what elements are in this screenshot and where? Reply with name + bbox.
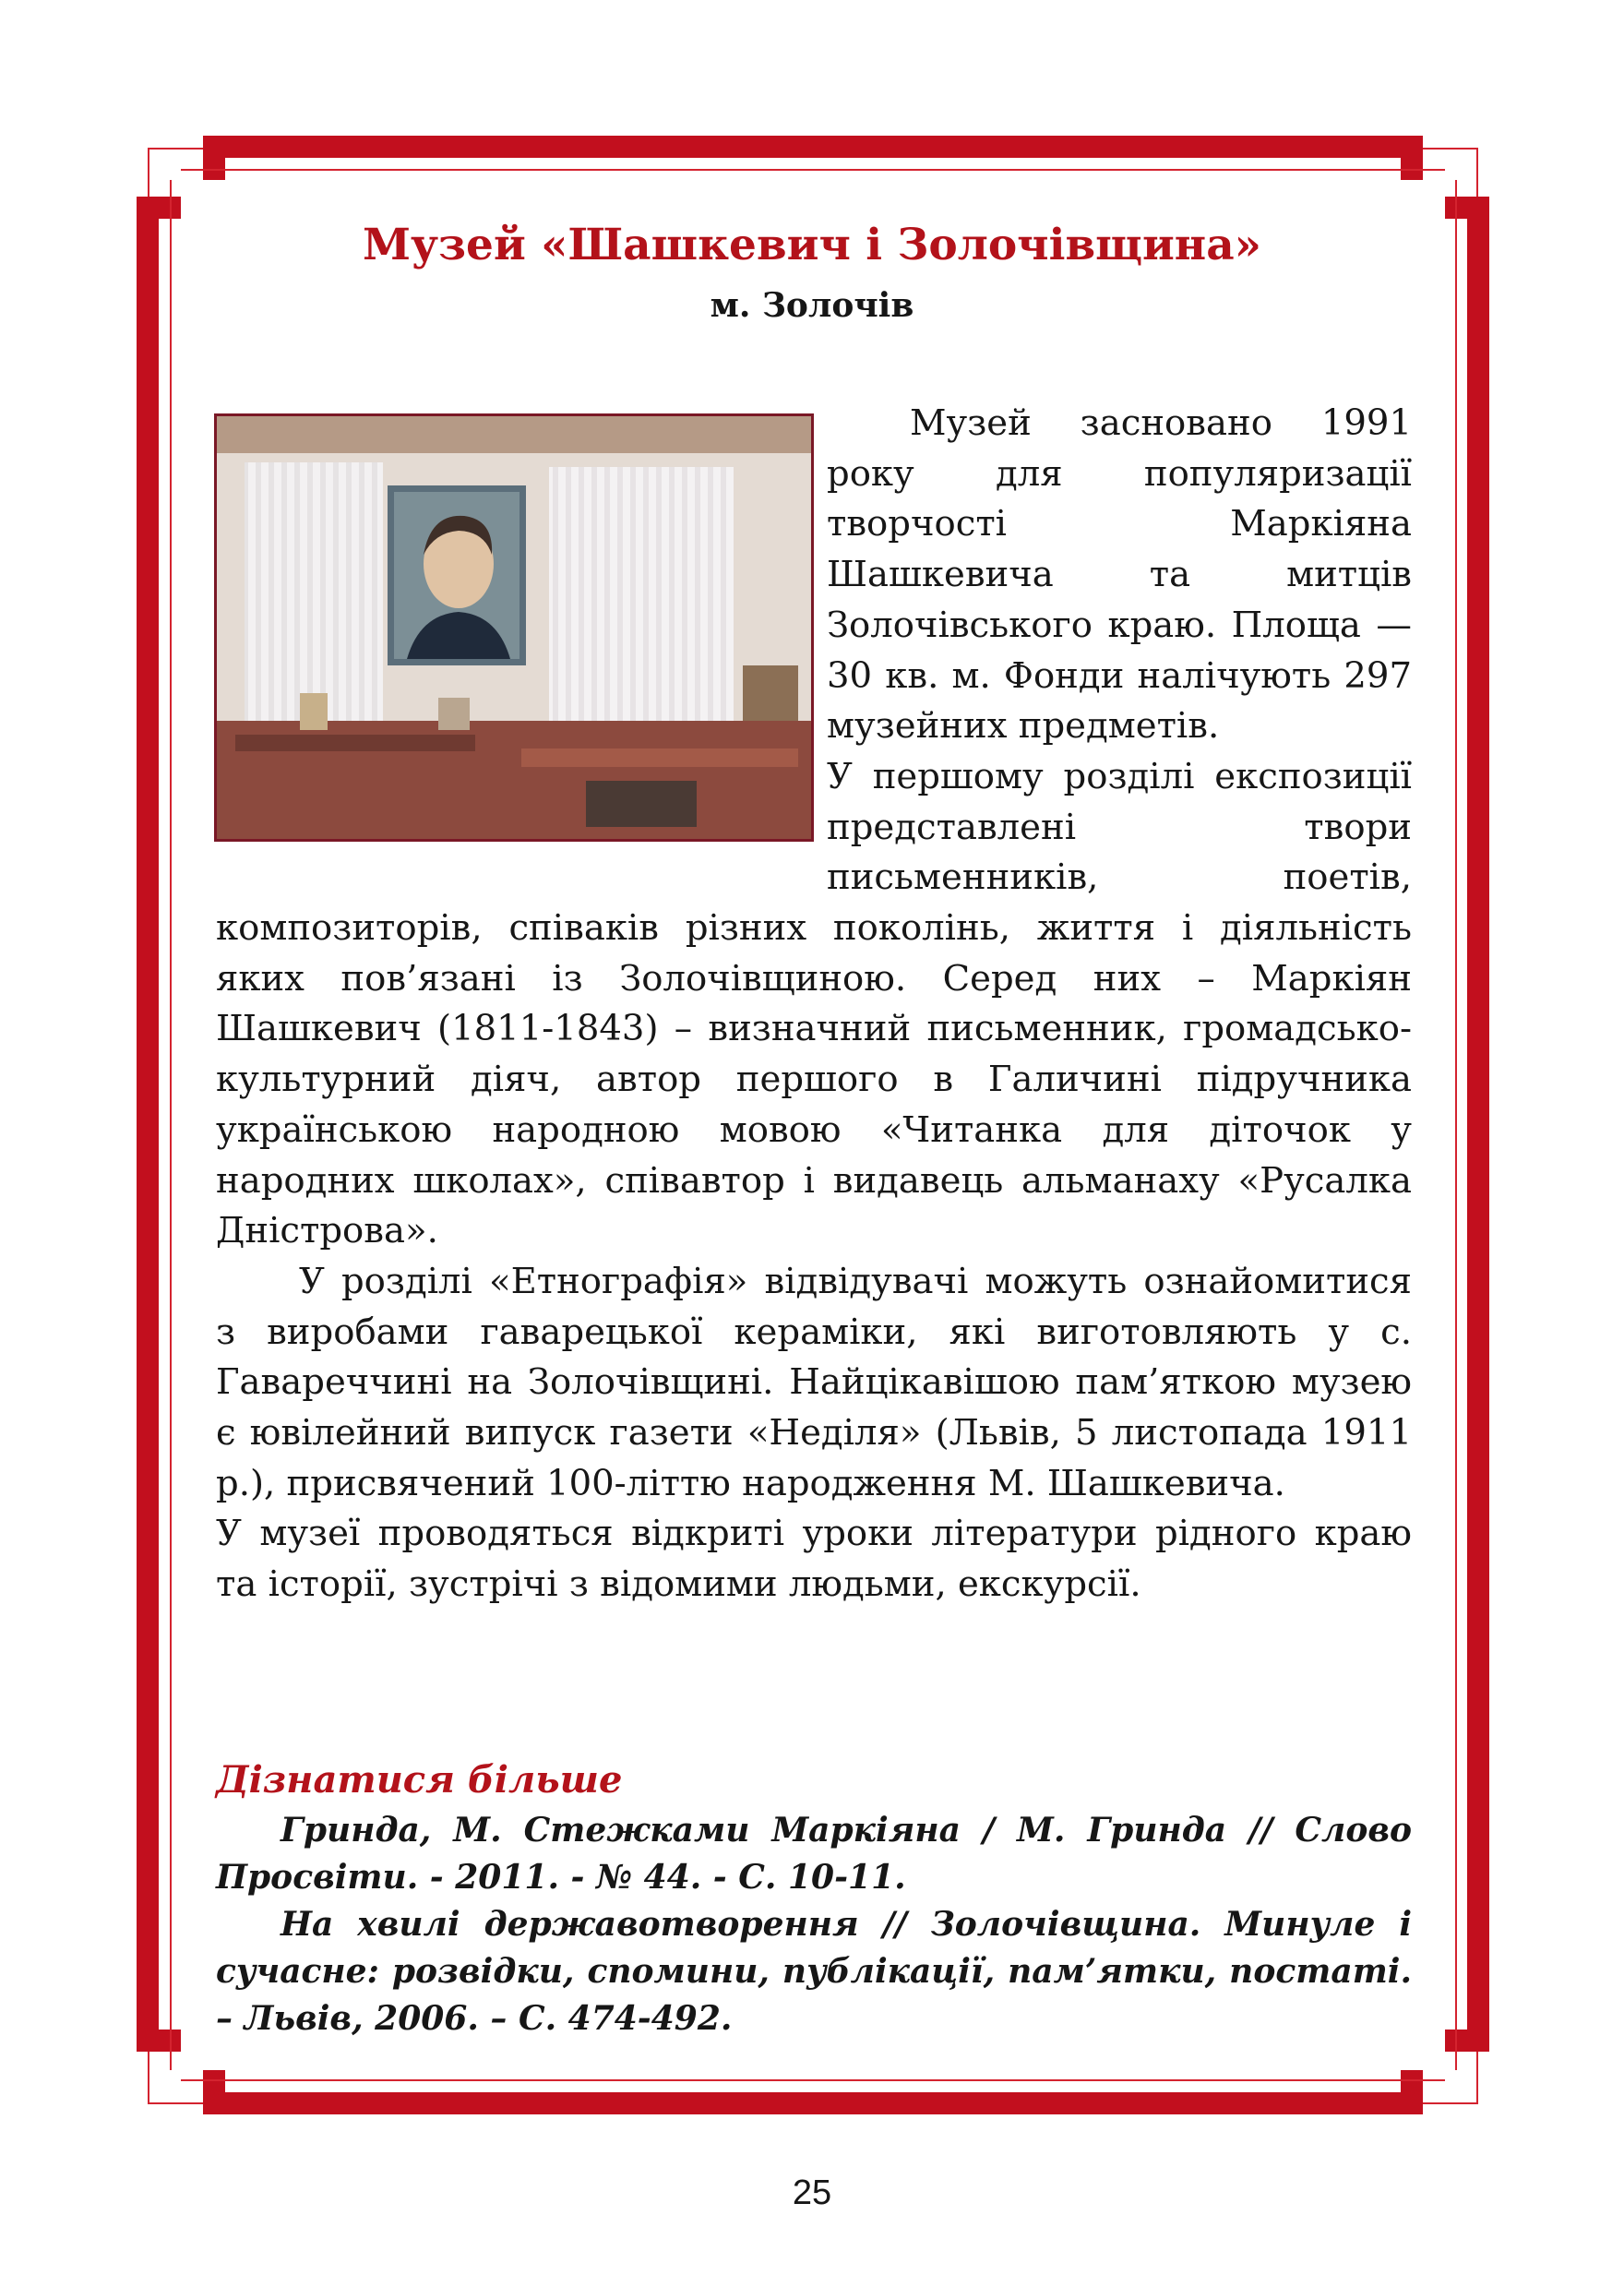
frame-corner-bl-a xyxy=(203,2070,225,2114)
page-title: Музей «Шашкевич і Золочівщина» xyxy=(362,220,1262,270)
paragraph-events: У музеї проводяться відкриті уроки літератури рідного краю та історії, зустрічі з відомими людьми, екскурсії. xyxy=(216,1513,1412,1606)
paragraph-founding: Музей засновано 1991 року для популяризації творчості Маркіяна Шашкевича та митців Золочівського краю. Площа —30 кв. м. Фонди налічують 297 музейних предметів. xyxy=(827,402,1412,748)
frame-corner-tr-b xyxy=(1445,197,1489,219)
frame-corner-br-a xyxy=(1401,2070,1423,2114)
reference-list xyxy=(216,1807,1412,2042)
frame-outer-br-line xyxy=(1423,2102,1478,2104)
frame-corner-bl-b xyxy=(137,2030,181,2052)
learn-more-heading: Дізнатися більше xyxy=(216,1758,623,1802)
frame-right-bar xyxy=(1467,210,1489,2039)
paragraph-ethnography: У розділі «Етнографія» відвідувачі можуть ознайомитися з виробами гаварецької кераміки, які виготовляють у с. Гавареччині на Золочівщині. Найцікавішою пам’яткою музею є ювілейний випуск газети «Неділя» (Львів, 5 листопада 1911 р.), присвячений 100-літтю народження М. Шашкевича. xyxy=(216,1260,1412,1504)
frame-corner-tl-b xyxy=(137,197,181,219)
frame-inner-right-line xyxy=(1455,180,1457,2070)
frame-outer-tr-vline xyxy=(1476,148,1478,197)
reference-item: Гринда, М. Стежками Маркіяна / М. Гринда // Слово Просвіти. - 2011. - № 44. - С. 10-11. xyxy=(216,1811,1412,1897)
frame-outer-tl-vline xyxy=(148,148,149,197)
frame-corner-br-b xyxy=(1445,2030,1489,2052)
frame-outer-tr-line xyxy=(1423,148,1478,150)
frame-top-bar xyxy=(215,136,1413,158)
frame-inner-left-line xyxy=(170,180,172,2070)
frame-bottom-bar xyxy=(215,2092,1413,2114)
article-body xyxy=(216,399,1412,1610)
frame-corner-tl-a xyxy=(203,136,225,180)
page-subtitle: м. Золочів xyxy=(710,286,914,325)
frame-outer-bl-line xyxy=(148,2102,203,2104)
frame-inner-bottom-line xyxy=(181,2079,1445,2081)
photo-spacer xyxy=(216,399,812,860)
reference-item: На хвилі державотворення // Золочівщина. Минуле і сучасне: розвідки, спомини, публікації, пам’ятки, постаті. – Львів, 2006. – С. 474-492. xyxy=(216,1905,1412,2038)
frame-outer-tl-line xyxy=(148,148,203,150)
frame-inner-top-line xyxy=(181,169,1445,171)
paragraph-first-section: У першому розділі експозиції представлені твори письменників, поетів, композиторів, співаків різних поколінь, життя і діяльність яких пов’язані із Золочівщиною. Серед них – Маркіян Шашкевич (1811-1843) – визначний письменник, громадсько-культурний діяч, автор першого в Галичині підручника українською народною мовою «Читанка для діточок у народних школах», співавтор і видавець альманаху «Русалка Дністрова». xyxy=(216,755,1412,1252)
frame-left-bar xyxy=(137,210,159,2039)
frame-outer-br-vline xyxy=(1476,2052,1478,2104)
page-number: 25 xyxy=(792,2173,832,2212)
frame-outer-bl-vline xyxy=(148,2052,149,2104)
frame-corner-tr-a xyxy=(1401,136,1423,180)
